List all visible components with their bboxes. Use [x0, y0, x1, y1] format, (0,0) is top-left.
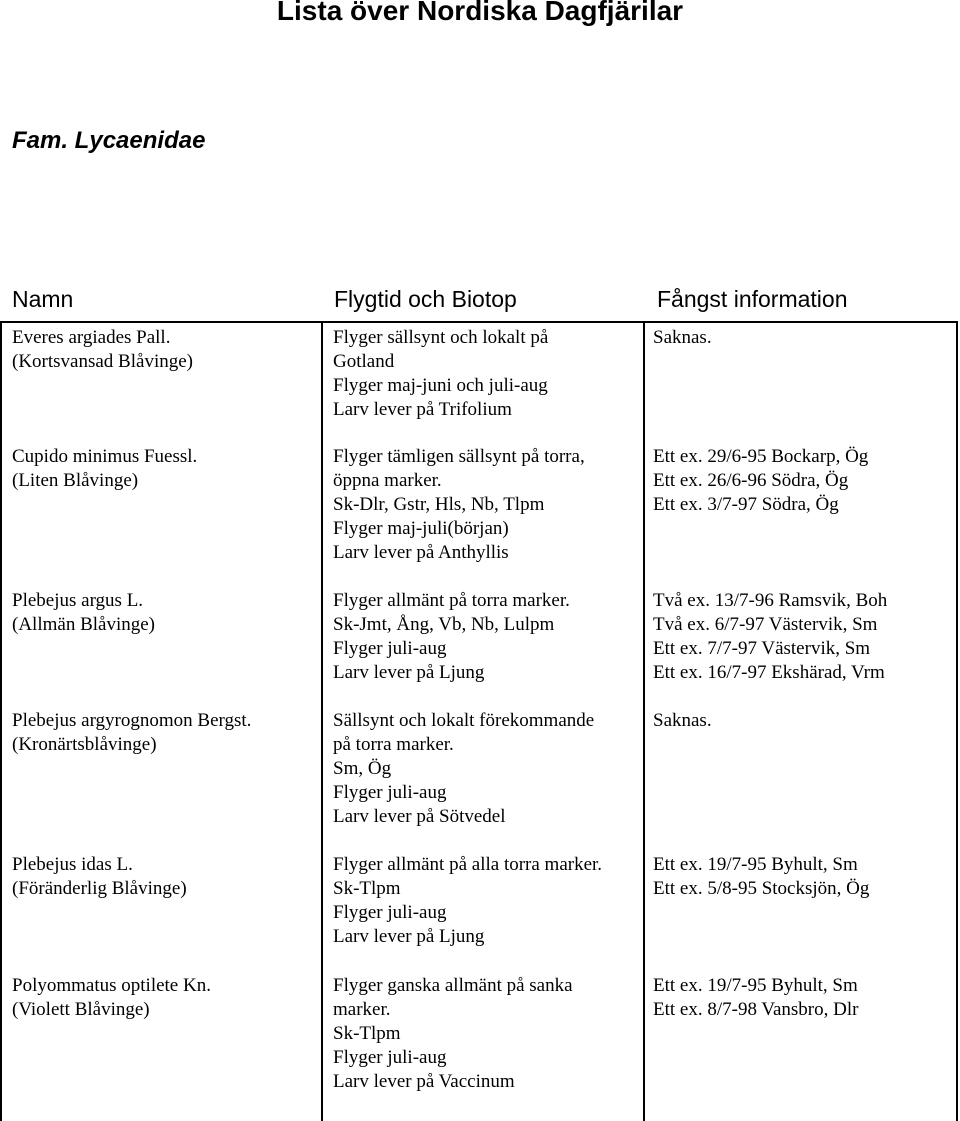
capture-info-cell: Saknas.	[653, 327, 712, 348]
species-name-cell: Cupido minimus Fuessl. (Liten Blåvinge)	[12, 446, 198, 491]
species-name-cell: Plebejus argyrognomon Bergst. (Kronärtsblåvinge)	[12, 710, 252, 755]
species-name-cell: Everes argiades Pall. (Kortsvansad Blåvinge)	[12, 327, 193, 372]
page-title: Lista över Nordiska Dagfjärilar	[276, 0, 684, 26]
flight-biotope-cell: Flyger allmänt på alla torra marker. Sk-Tlpm Flyger juli-aug Larv lever på Ljung	[333, 854, 603, 947]
flight-biotope-cell: Flyger sällsynt och lokalt på Gotland Flyger maj-juni och juli-aug Larv lever på Trifolium	[333, 327, 549, 420]
species-name-cell: Plebejus idas L. (Föränderlig Blåvinge)	[12, 854, 187, 899]
column-header-name: Namn	[12, 286, 74, 312]
capture-info-cell: Ett ex. 29/6-95 Bockarp, Ög Ett ex. 26/6-96 Södra, Ög Ett ex. 3/7-97 Södra, Ög	[653, 446, 869, 515]
flight-biotope-cell: Flyger ganska allmänt på sanka marker. Sk-Tlpm Flyger juli-aug Larv lever på Vaccinum	[333, 975, 573, 1092]
column-divider	[643, 323, 645, 1121]
capture-info-cell: Ett ex. 19/7-95 Byhult, Sm Ett ex. 5/8-95 Stocksjön, Ög	[653, 854, 870, 899]
column-header-capture: Fångst information	[657, 286, 848, 312]
family-heading: Fam. Lycaenidae	[12, 127, 206, 154]
capture-info-cell: Saknas.	[653, 710, 712, 731]
column-divider	[321, 323, 323, 1121]
capture-info-cell: Ett ex. 19/7-95 Byhult, Sm Ett ex. 8/7-98 Vansbro, Dlr	[653, 975, 859, 1020]
species-name-cell: Plebejus argus L. (Allmän Blåvinge)	[12, 590, 155, 635]
flight-biotope-cell: Flyger tämligen sällsynt på torra, öppna marker. Sk-Dlr, Gstr, Hls, Nb, Tlpm Flyger maj-juli(början) Larv lever på Anthyllis	[333, 446, 585, 563]
capture-info-cell: Två ex. 13/7-96 Ramsvik, Boh Två ex. 6/7-97 Västervik, Sm Ett ex. 7/7-97 Västervik, Sm Ett ex. 16/7-97 Ekshärad, Vrm	[653, 590, 888, 683]
species-table	[0, 321, 958, 1121]
flight-biotope-cell: Flyger allmänt på torra marker. Sk-Jmt, Ång, Vb, Nb, Lulpm Flyger juli-aug Larv lever på Ljung	[333, 590, 570, 683]
species-name-cell: Polyommatus optilete Kn. (Violett Blåvinge)	[12, 975, 211, 1020]
flight-biotope-cell: Sällsynt och lokalt förekommande på torra marker. Sm, Ög Flyger juli-aug Larv lever på Sötvedel	[333, 710, 595, 827]
column-header-flight: Flygtid och Biotop	[334, 286, 517, 312]
